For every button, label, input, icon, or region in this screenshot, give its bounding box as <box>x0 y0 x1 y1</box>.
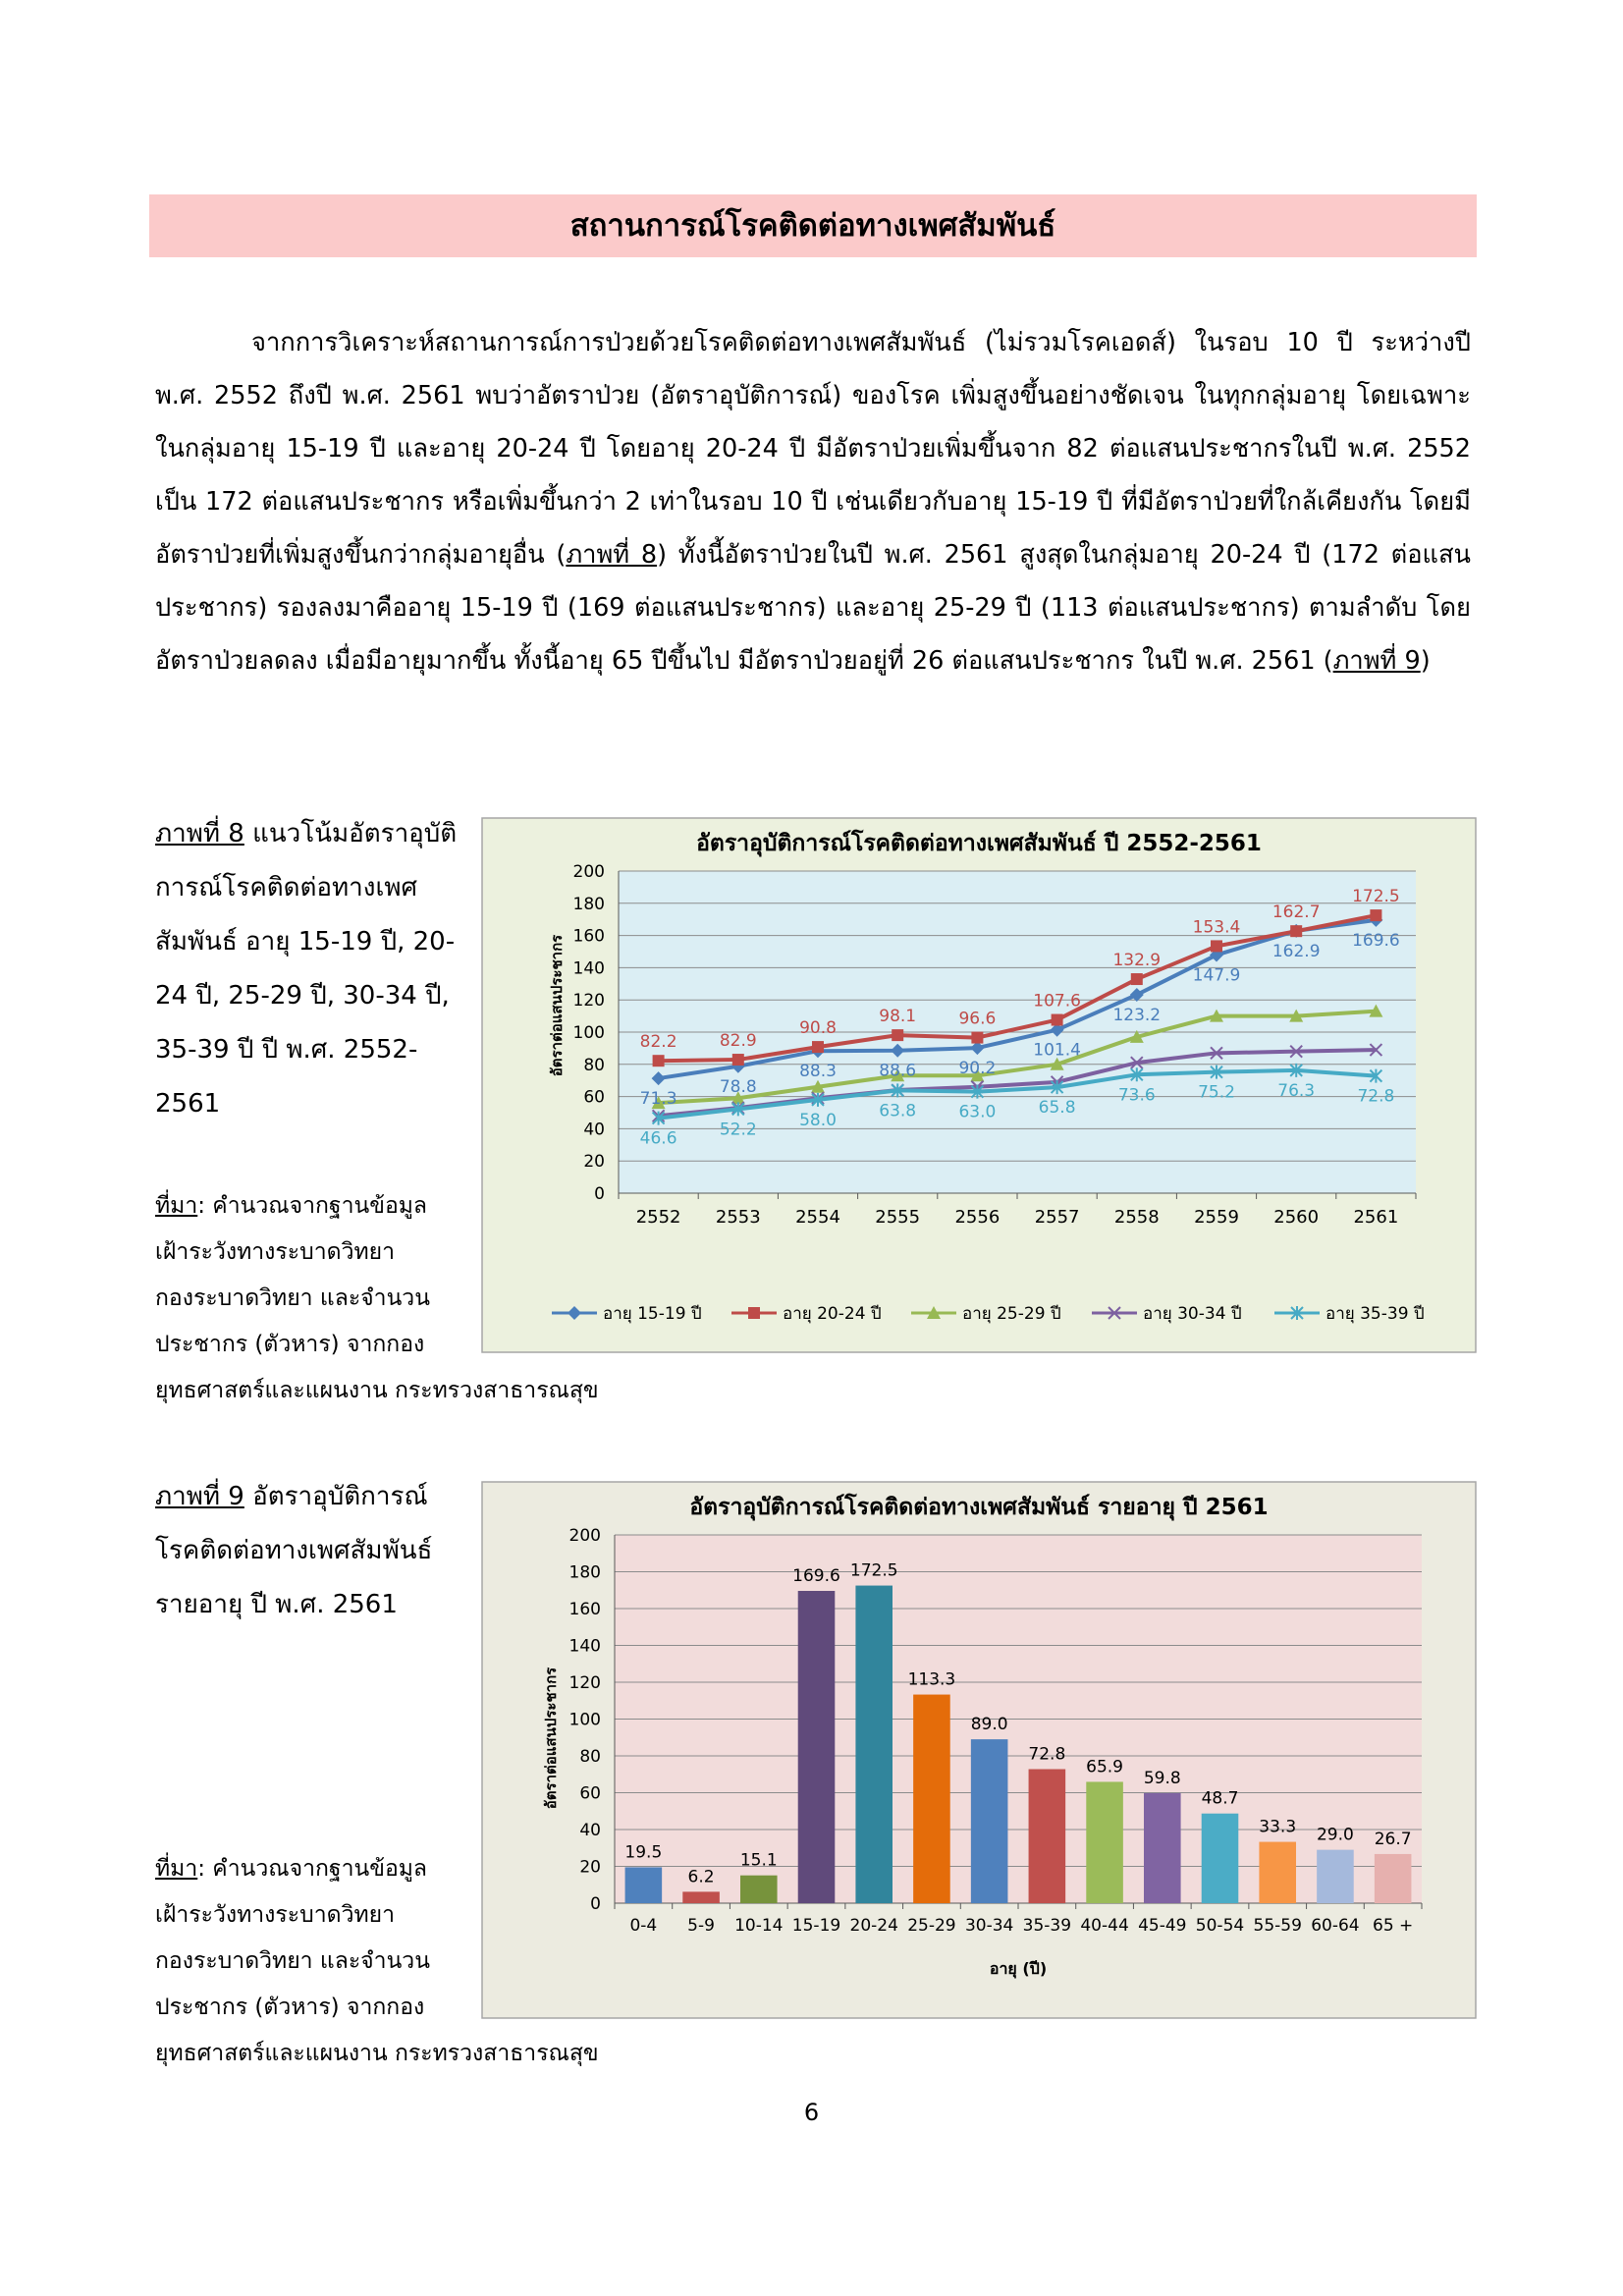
x-tick-label: 2561 <box>1353 1207 1399 1228</box>
x-tick-label: 50-54 <box>1195 1916 1245 1936</box>
square-marker <box>1131 973 1143 985</box>
data-label: 107.6 <box>1033 991 1081 1011</box>
data-label: 162.9 <box>1271 941 1321 961</box>
figure-9-caption-text: อัตราอุบัติการณ์โรคติดต่อทางเพศสัมพันธ์ รายอายุ ปี พ.ศ. 2561 <box>155 1482 433 1619</box>
intro-paragraph <box>155 316 1471 687</box>
data-label: 132.9 <box>1112 951 1162 971</box>
source-line: ประชากร (ตัวหาร) จากกอง <box>155 1995 425 2020</box>
x-tick-label: 20-24 <box>849 1916 898 1936</box>
data-label: 78.8 <box>719 1076 757 1097</box>
legend-label: อายุ 20-24 ปี <box>783 1304 882 1324</box>
data-label: 169.6 <box>1352 930 1400 951</box>
legend-label: อายุ 30-34 ปี <box>1143 1304 1242 1324</box>
square-marker <box>892 1029 903 1041</box>
x-tick-label: 15-19 <box>791 1916 841 1936</box>
source-line: เฝ้าระวังทางระบาดวิทยา <box>155 1239 396 1265</box>
y-tick-label: 0 <box>594 1184 605 1204</box>
data-label: 75.2 <box>1198 1082 1235 1103</box>
square-marker <box>748 1307 760 1319</box>
x-tick-label: 2552 <box>635 1207 681 1228</box>
data-label: 88.3 <box>799 1062 837 1082</box>
square-marker <box>732 1054 744 1066</box>
x-axis-label: อายุ (ปี) <box>989 1959 1048 1978</box>
x-tick-label: 55-59 <box>1253 1916 1302 1936</box>
y-tick-label: 20 <box>579 1857 601 1878</box>
page-number: 6 <box>803 2099 820 2126</box>
data-label: 172.5 <box>1352 887 1400 907</box>
y-tick-label: 180 <box>572 894 605 914</box>
bar <box>1375 1854 1412 1903</box>
bar <box>625 1867 663 1903</box>
source-line: ยุทธศาสตร์และแผนงาน กระทรวงสาธารณสุข <box>155 1378 599 1403</box>
y-tick-label: 80 <box>583 1055 605 1075</box>
data-label: 29.0 <box>1316 1825 1354 1845</box>
data-label: 89.0 <box>970 1715 1008 1735</box>
y-tick-label: 200 <box>572 862 605 882</box>
chart-title: อัตราอุบัติการณ์โรคติดต่อทางเพศสัมพันธ์ ปี 2552-2561 <box>696 831 1262 856</box>
y-tick-label: 20 <box>583 1152 605 1173</box>
x-tick-label: 2556 <box>954 1207 1001 1228</box>
data-label: 26.7 <box>1374 1829 1412 1849</box>
source-line: เฝ้าระวังทางระบาดวิทยา <box>155 1902 396 1928</box>
x-tick-label: 5-9 <box>687 1916 715 1936</box>
x-tick-label: 2557 <box>1034 1207 1080 1228</box>
figure-8-caption <box>155 807 469 1131</box>
data-label: 98.1 <box>879 1007 917 1027</box>
data-label: 63.0 <box>958 1102 997 1122</box>
square-marker <box>653 1055 665 1066</box>
data-label: 52.2 <box>719 1120 757 1140</box>
square-marker <box>1290 925 1302 937</box>
bar <box>1144 1793 1181 1903</box>
y-tick-label: 60 <box>583 1087 605 1108</box>
data-label: 162.7 <box>1271 902 1321 923</box>
y-tick-label: 100 <box>572 1023 605 1043</box>
data-label: 96.6 <box>958 1009 997 1029</box>
data-label: 48.7 <box>1201 1788 1239 1809</box>
data-label: 90.2 <box>958 1059 997 1079</box>
data-label: 72.8 <box>1028 1744 1066 1765</box>
bar <box>971 1739 1008 1903</box>
data-label: 65.9 <box>1086 1757 1124 1777</box>
y-tick-label: 120 <box>568 1673 601 1693</box>
source-label: ที่มา <box>155 1193 198 1219</box>
figure-9-reference[interactable]: ภาพที่ 9 <box>1332 646 1421 676</box>
source-line: ประชากร (ตัวหาร) จากกอง <box>155 1332 425 1357</box>
source-text: : คำนวณจากฐานข้อมูล <box>197 1193 428 1219</box>
bar <box>798 1591 836 1903</box>
square-marker <box>971 1032 983 1044</box>
data-label: 33.3 <box>1259 1817 1297 1837</box>
data-label: 15.1 <box>739 1850 778 1871</box>
paragraph-text-1: จากการวิเคราะห์สถานการณ์การป่วยด้วยโรคติดต่อทางเพศสัมพันธ์ (ไม่รวมโรคเอดส์) ในรอบ 10 ปี ระหว่างปี พ.ศ. 2552 ถึงปี พ.ศ. 2561 พบว่าอัตราป่วย (อัตราอุบัติการณ์) ของโรค เพิ่มสูงขึ้นอย่างชัดเจน ในทุกกลุ่มอายุ โดยเฉพาะในกลุ่มอายุ 15-19 ปี และอายุ 20-24 ปี โดยอายุ 20-24 ปี มีอัตราป่วยเพิ่มขึ้นจาก 82 ต่อแสนประชากรในปี พ.ศ. 2552 เป็น 172 ต่อแสนประชากร หรือเพิ่มขึ้นกว่า 2 เท่าในรอบ 10 ปี เช่นเดียวกับอายุ 15-19 ปี ที่มีอัตราป่วยที่ใกล้เคียงกัน โดยมีอัตราป่วยที่เพิ่มสูงขึ้นกว่ากลุ่มอายุอื่น ( <box>155 328 1471 570</box>
data-label: 59.8 <box>1143 1768 1181 1788</box>
source-label: ที่มา <box>155 1856 198 1882</box>
x-tick-label: 35-39 <box>1022 1916 1072 1936</box>
x-tick-label: 40-44 <box>1080 1916 1129 1936</box>
x-tick-label: 2559 <box>1194 1207 1239 1228</box>
data-label: 63.8 <box>879 1101 917 1121</box>
data-label: 65.8 <box>1038 1098 1076 1119</box>
x-tick-label: 45-49 <box>1138 1916 1187 1936</box>
data-label: 90.8 <box>799 1018 837 1039</box>
chart-title: อัตราอุบัติการณ์โรคติดต่อทางเพศสัมพันธ์ รายอายุ ปี 2561 <box>689 1495 1269 1520</box>
line-chart <box>481 817 1477 1353</box>
y-tick-label: 140 <box>572 958 605 979</box>
bar <box>1202 1814 1239 1903</box>
y-tick-label: 60 <box>579 1783 601 1804</box>
data-label: 72.8 <box>1357 1086 1395 1107</box>
x-tick-label: 2554 <box>795 1207 840 1228</box>
legend-label: อายุ 15-19 ปี <box>603 1304 702 1324</box>
y-tick-label: 80 <box>579 1747 601 1767</box>
figure-8-reference[interactable]: ภาพที่ 8 <box>566 540 658 570</box>
bar <box>1086 1781 1123 1903</box>
data-label: 113.3 <box>907 1669 956 1690</box>
figure-8-caption-text: แนวโน้มอัตราอุบัติการณ์โรคติดต่อทางเพศสัมพันธ์ อายุ 15-19 ปี, 20-24 ปี, 25-29 ปี, 30-34 ปี, 35-39 ปี ปี พ.ศ. 2552-2561 <box>155 819 458 1119</box>
y-tick-label: 40 <box>583 1120 605 1140</box>
legend-label: อายุ 25-29 ปี <box>962 1304 1061 1324</box>
x-tick-label: 2555 <box>875 1207 921 1228</box>
data-label: 169.6 <box>792 1566 840 1586</box>
y-tick-label: 200 <box>568 1526 601 1546</box>
figure-8-label: ภาพที่ 8 <box>155 819 244 848</box>
figure-9-caption <box>155 1470 469 1632</box>
data-label: 71.3 <box>639 1089 677 1110</box>
data-label: 101.4 <box>1033 1040 1081 1061</box>
square-marker <box>1052 1014 1063 1026</box>
data-label: 82.2 <box>639 1032 677 1053</box>
y-tick-label: 180 <box>568 1562 601 1583</box>
page-title: สถานการณ์โรคติดต่อทางเพศสัมพันธ์ <box>149 194 1477 257</box>
y-axis-label: อัตราต่อแสนประชากร <box>542 1667 560 1810</box>
paragraph-text-2: ) ทั้งนี้อัตราป่วยในปี พ.ศ. 2561 สูงสุดในกลุ่มอายุ 20-24 ปี (172 ต่อแสนประชากร) รองลงมาคืออายุ 15-19 ปี (169 ต่อแสนประชากร) และอายุ 25-29 ปี (113 ต่อแสนประชากร) ตามลำดับ โดยอัตราป่วยลดลง เมื่อมีอายุมากขึ้น ทั้งนี้อายุ 65 ปีขึ้นไป มีอัตราป่วยอยู่ที่ 26 ต่อแสนประชากร ในปี พ.ศ. 2561 ( <box>155 540 1471 676</box>
square-marker <box>1370 909 1381 921</box>
x-tick-label: 0-4 <box>629 1916 658 1936</box>
data-label: 172.5 <box>849 1560 898 1581</box>
y-tick-label: 0 <box>590 1894 601 1914</box>
source-line: ยุทธศาสตร์และแผนงาน กระทรวงสาธารณสุข <box>155 2041 599 2066</box>
bar <box>1317 1850 1354 1903</box>
bar <box>855 1586 893 1903</box>
bar <box>913 1695 950 1903</box>
data-label: 73.6 <box>1117 1085 1156 1106</box>
bar <box>1259 1842 1296 1903</box>
x-tick-label: 2560 <box>1273 1207 1320 1228</box>
bar <box>1029 1770 1066 1904</box>
data-label: 123.2 <box>1112 1005 1162 1025</box>
y-axis-label: อัตราต่อแสนประชากร <box>548 934 566 1077</box>
source-line: กองระบาดวิทยา และจำนวน <box>155 1948 430 1974</box>
data-label: 19.5 <box>624 1842 663 1863</box>
legend-label: อายุ 35-39 ปี <box>1325 1304 1425 1324</box>
x-tick-label: 10-14 <box>734 1916 784 1936</box>
data-label: 147.9 <box>1192 965 1241 986</box>
bar <box>682 1891 720 1903</box>
x-tick-label: 65 + <box>1373 1916 1414 1936</box>
square-marker <box>1211 940 1222 952</box>
figure-9-label: ภาพที่ 9 <box>155 1482 244 1511</box>
y-tick-label: 40 <box>579 1821 601 1840</box>
data-label: 88.6 <box>879 1061 917 1081</box>
x-tick-label: 2553 <box>715 1207 761 1228</box>
y-tick-label: 160 <box>572 926 605 947</box>
data-label: 46.6 <box>639 1128 677 1149</box>
data-label: 76.3 <box>1277 1080 1316 1101</box>
x-tick-label: 2558 <box>1113 1207 1160 1228</box>
y-tick-label: 120 <box>572 991 605 1011</box>
data-label: 6.2 <box>687 1867 715 1887</box>
bar-chart <box>481 1481 1477 2019</box>
paragraph-text-3: ) <box>1420 646 1431 676</box>
source-text: : คำนวณจากฐานข้อมูล <box>197 1856 428 1882</box>
data-label: 82.9 <box>719 1031 757 1052</box>
y-tick-label: 100 <box>568 1710 601 1730</box>
x-tick-label: 25-29 <box>907 1916 956 1936</box>
data-label: 58.0 <box>799 1110 837 1130</box>
bar <box>740 1876 778 1903</box>
square-marker <box>812 1041 824 1053</box>
source-line: กองระบาดวิทยา และจำนวน <box>155 1285 430 1311</box>
data-label: 153.4 <box>1192 917 1241 938</box>
x-tick-label: 60-64 <box>1311 1916 1360 1936</box>
y-tick-label: 160 <box>568 1600 601 1619</box>
y-tick-label: 140 <box>568 1636 601 1657</box>
x-tick-label: 30-34 <box>964 1916 1014 1936</box>
